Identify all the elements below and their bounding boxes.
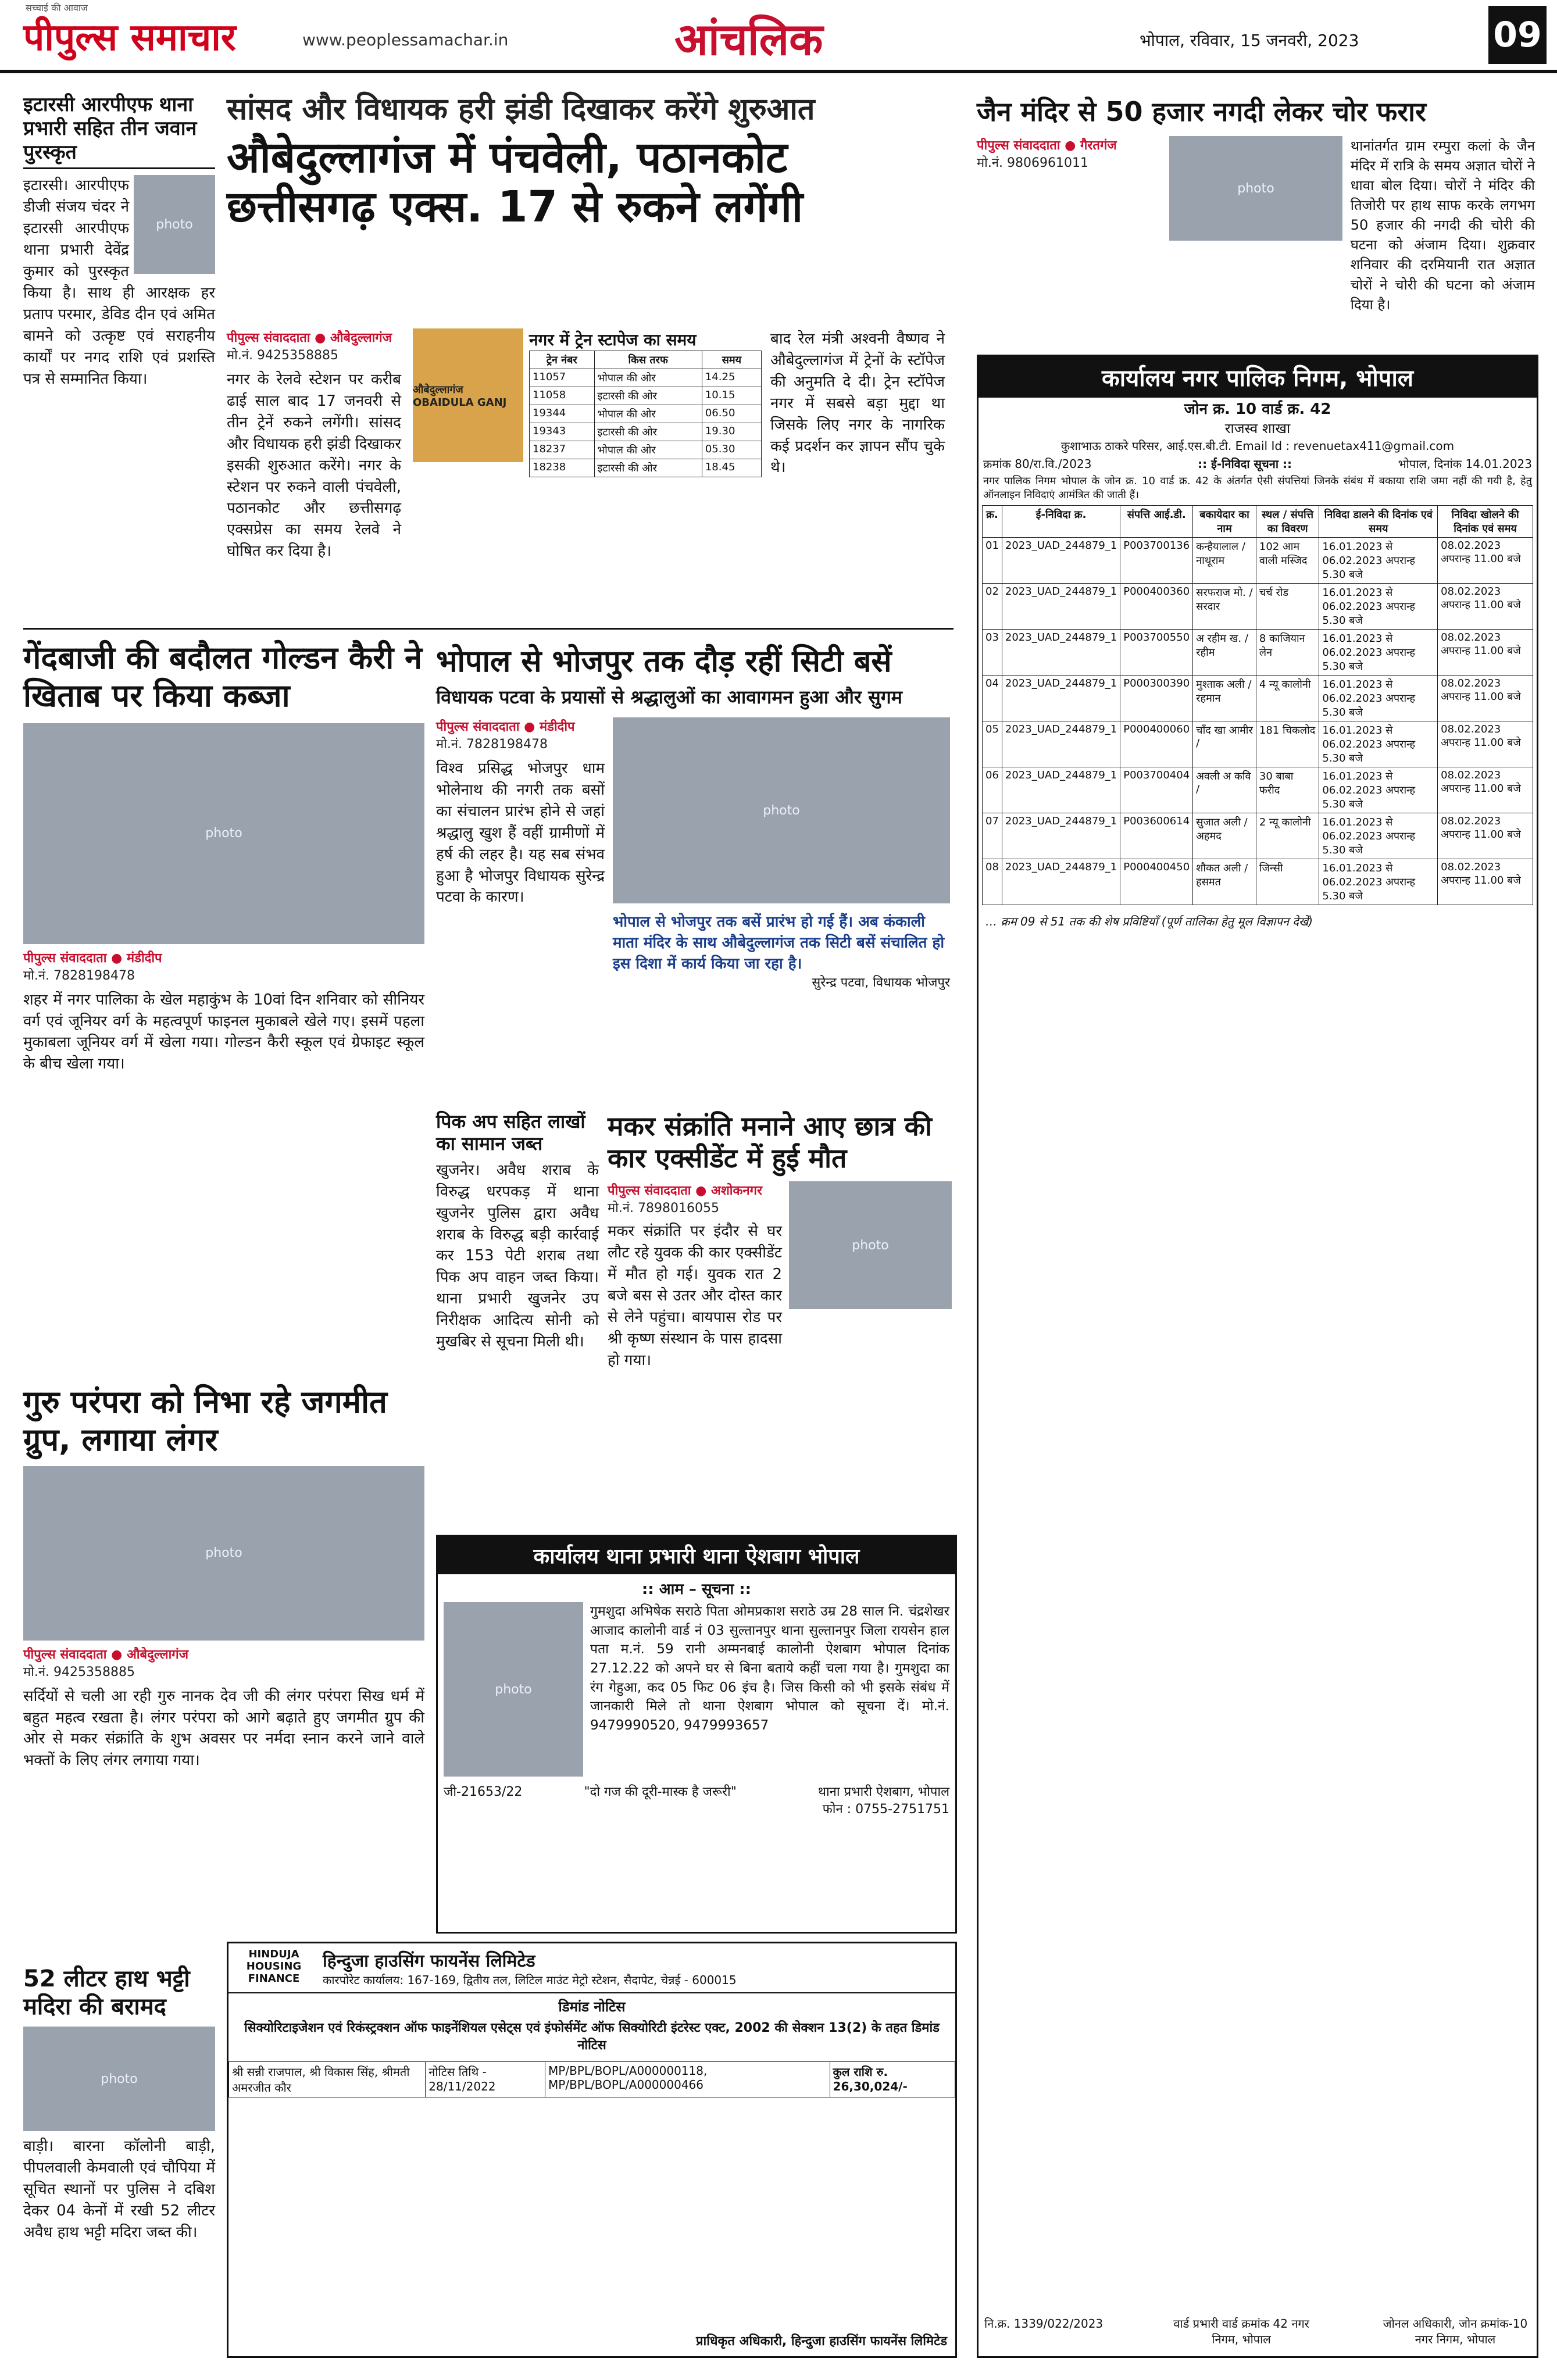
liquor-article <box>436 1110 599 1353</box>
table-cell: अवली अ कवि / <box>1193 767 1256 813</box>
table-cell: 08 <box>983 859 1002 905</box>
table-cell: 2023_UAD_244879_1 <box>1002 584 1120 630</box>
tender-signature: वार्ड प्रभारी वार्ड क्रमांक 42 नगर निगम, भोपाल <box>1173 2317 1309 2346</box>
table-cell: 16.01.2023 से 06.02.2023 अपरान्ह 5.30 बजे <box>1319 538 1438 584</box>
cricket-body: शहर में नगर पालिका के खेल महाकुंभ के 10वां दिन शनिवार को सीनियर वर्ग एवं जूनियर वर्ग के महत्वपूर्ण फाइनल मुकाबले खेले गए। इसमें पहला मुकाबला जूनियर वर्ग में खेला गया। गोल्डन कैरी स्कूल एवं ग्रेफाइट स्कूल के बीच खेला गया। <box>23 991 424 1073</box>
aishbagh-ref: जी-21653/22 <box>444 1785 523 1799</box>
tender-branch: राजस्व शाखा <box>1224 420 1291 437</box>
tender-title: कार्यालय नगर पालिक निगम, भोपाल <box>979 356 1537 398</box>
hinduja-amount: कुल राशि रु. 26,30,024/- <box>830 2062 955 2097</box>
table-cell: 102 आम वाली मस्जिद <box>1256 538 1319 584</box>
table-cell: 18.45 <box>702 459 761 477</box>
table-cell: 05 <box>983 721 1002 767</box>
bus-photo: photo <box>613 717 950 903</box>
accident-byline: पीपुल्स संवाददाता ● अशोकनगर <box>608 1184 762 1199</box>
table-cell: 8 काजियान लेन <box>1256 630 1319 676</box>
table-header: क्र. <box>983 506 1002 538</box>
table-cell: 2023_UAD_244879_1 <box>1002 630 1120 676</box>
tender-continuation: … क्रम 09 से 51 तक की शेष प्रविष्टियाँ (पूर्ण तालिका हेतु मूल विज्ञापन देखें) <box>985 914 1313 928</box>
jain-mobile: मो.नं. 9806961011 <box>977 156 1089 170</box>
table-row <box>983 538 1533 584</box>
jain-article <box>977 93 1535 315</box>
obedullaganj-headline: औबेदुल्लागंज में पंचवेली, पठानकोट छत्तीसगढ़ एक्स. 17 से रुकने लगेंगी <box>227 133 804 233</box>
aishbagh-body: गुमशुदा अभिषेक सराठे पिता ओमप्रकाश सराठे उम्र 28 साल नि. चंद्रशेखर आजाद कालोनी वार्ड नं 03 सुल्तानपुर थाना सुल्तानपुर जिला रायसेन हाल पता म.नं. 59 रानी अम्मनबाई कालोनी ऐशबाग भोपाल दिनांक 27.12.22 को अपने घर से बिना बताये कहीं चला गया है। गुमशुदा का रंग गेहुआ, कद 05 फिट 06 इंच है। जिस किसी को भी इसके संबंध में जानकारी मिले तो थाना ऐशबाग भोपाल को सूचना दें। मो.नं. 9479990520, 9479993657 <box>590 1604 949 1733</box>
table-cell: 19.30 <box>702 423 761 441</box>
train-table-box <box>529 328 762 477</box>
liquor-headline: पिक अप सहित लाखों का सामान जब्त <box>436 1110 585 1155</box>
aishbagh-title: कार्यालय थाना प्रभारी थाना ऐशबाग भोपाल <box>438 1536 955 1574</box>
aishbagh-sign: थाना प्रभारी ऐशबाग, भोपाल <box>817 1785 949 1799</box>
table-cell: इटारसी की ओर <box>594 423 702 441</box>
table-cell: अ रहीम ख. / रहीम <box>1193 630 1256 676</box>
table-cell: 07 <box>983 813 1002 859</box>
table-cell: P000400360 <box>1120 584 1193 630</box>
table-cell: इटारसी की ओर <box>594 387 702 405</box>
jain-byline: पीपुल्स संवाददाता ● गैरतगंज <box>977 138 1117 153</box>
obedullaganj-body-2: बाद रेल मंत्री अश्वनी वैष्णव ने औबेदुल्लागंज में ट्रेनों के स्टॉपेज की अनुमति दे दी। ट्रेन स्टॉपेज नगर में सबसे बड़ा मुद्दा था जिसके लिए नगर के नागरिक कई प्रदर्शन कर ज्ञापन सौंप चुके थे। <box>770 330 945 477</box>
table-cell: 2023_UAD_244879_1 <box>1002 859 1120 905</box>
tender-address: कुशाभाऊ ठाकरे परिसर, आई.एस.बी.टी. Email Id : revenuetax411@gmail.com <box>1060 439 1455 453</box>
bus-byline: पीपुल्स संवाददाता ● मंडीदीप <box>436 720 575 734</box>
table-cell: 16.01.2023 से 06.02.2023 अपरान्ह 5.30 बजे <box>1319 813 1438 859</box>
itarsi-body: इटारसी। आरपीएफ डीजी संजय चंदर ने इटारसी आरपीएफ थाना प्रभारी देवेंद्र कुमार को पुरस्कृत किया है। साथ ही आरक्षक हर प्रताप परमार, डेविड दीन एवं अमित बामने को उत्कृष्ट एवं सराहनीय कार्यों पर नगद राशि एवं प्रशस्ति पत्र से सम्मानित किया। <box>23 177 215 388</box>
table-cell: 03 <box>983 630 1002 676</box>
table-cell: 2023_UAD_244879_1 <box>1002 721 1120 767</box>
accident-photo: photo <box>789 1181 952 1309</box>
cricket-article <box>23 639 424 1075</box>
liquor-raid-headline: 52 लीटर हाथ भट्टी मदिरा की बरामद <box>23 1966 190 2020</box>
table-cell: 08.02.2023 अपरान्ह 11.00 बजे <box>1438 584 1533 630</box>
itarsi-article <box>23 93 215 389</box>
table-cell: 16.01.2023 से 06.02.2023 अपरान्ह 5.30 बजे <box>1319 584 1438 630</box>
tender-footer-ref: नि.क्र. 1339/022/2023 <box>984 2317 1104 2331</box>
missing-person-photo: photo <box>444 1602 583 1777</box>
table-cell: 18237 <box>530 441 595 459</box>
table-cell: 08.02.2023 अपरान्ह 11.00 बजे <box>1438 767 1533 813</box>
table-row <box>530 423 762 441</box>
table-cell: इटारसी की ओर <box>594 459 702 477</box>
langar-byline: पीपुल्स संवाददाता ● औबेदुल्लागंज <box>23 1647 189 1662</box>
table-row <box>983 859 1533 905</box>
table-cell: 11058 <box>530 387 595 405</box>
bus-body: विश्व प्रसिद्ध भोजपुर धाम भोलेनाथ की नगरी तक बसों का संचालन प्रारंभ होने से जहां श्रद्धालु खुश हैं वहीं ग्रामीणों में हर्ष की लहर है। यह सब संभव हुआ है भोजपुर विधायक सुरेन्द्र पटवा के कारण। <box>436 760 605 906</box>
hinduja-company: हिन्दुजा हाउसिंग फायनेंस लिमिटेड <box>323 1951 535 1971</box>
hinduja-office: कारपोरेट कार्यालय: 167-169, द्वितीय तल, लिटिल माउंट मेट्रो स्टेशन, सैदापेट, चेन्नई - 600015 <box>323 1973 737 1987</box>
table-cell: 19343 <box>530 423 595 441</box>
hinduja-notice-text: सिक्योरिटाइजेशन एवं रिकंस्ट्रक्शन ऑफ फाइनेंशियल एसेट्स एवं इंफोर्समेंट ऑफ सिक्योरिटी इंटरेस्ट एक्ट, 2002 की सेक्शन 13(2) के तहत डिमांड नोटिस <box>244 2021 940 2053</box>
table-header: निविदा खोलने की दिनांक एवं समय <box>1438 506 1533 538</box>
temple-photo: photo <box>1169 136 1342 241</box>
tender-signature-2: जोनल अधिकारी, जोन क्रमांक-10 नगर निगम, भोपाल <box>1383 2317 1528 2346</box>
table-cell: 19344 <box>530 405 595 423</box>
aishbagh-phone: फोन : 0755-2751751 <box>822 1802 949 1817</box>
divider <box>23 628 954 630</box>
table-cell: शौकत अली / हसमत <box>1193 859 1256 905</box>
table-cell: 02 <box>983 584 1002 630</box>
hinduja-demand-date: नोटिस तिथि - 28/11/2022 <box>426 2062 545 2097</box>
table-cell: 08.02.2023 अपरान्ह 11.00 बजे <box>1438 630 1533 676</box>
table-row <box>530 369 762 387</box>
dateline: भोपाल, रविवार, 15 जनवरी, 2023 <box>1140 31 1359 50</box>
table-cell: 16.01.2023 से 06.02.2023 अपरान्ह 5.30 बजे <box>1319 721 1438 767</box>
langar-body: सर्दियों से चली आ रही गुरु नानक देव जी की लंगर परंपरा सिख धर्म में बहुत महत्व रखता है। लंगर परंपरा को आगे बढ़ाते हुए जगमीत ग्रुप की ओर से मकर संक्रांति के शुभ अवसर पर नर्मदा स्नान करने जाने वाले भक्तों के लिए लंगर लगाया गया। <box>23 1687 424 1770</box>
liquor-raid-article <box>23 1965 215 2243</box>
table-header: निविदा डालने की दिनांक एवं समय <box>1319 506 1438 538</box>
obedullaganj-col3 <box>770 328 945 478</box>
bus-kicker: विधायक पटवा के प्रयासों से श्रद्धालुओं का आवागमन हुआ और सुगम <box>436 686 902 708</box>
liquor-raid-body: बाड़ी। बारना कॉलोनी बाड़ी, पीपलवाली केमवाली एवं चौपिया में सूचित स्थानों पर पुलिस ने दबिश देकर 04 केनों में रखी 52 लीटर अवैध हाथ भट्टी मदिरा जब्त की। <box>23 2138 215 2241</box>
table-cell: 2023_UAD_244879_1 <box>1002 538 1120 584</box>
cricket-byline: पीपुल्स संवाददाता ● मंडीदीप <box>23 950 162 966</box>
table-cell: 04 <box>983 676 1002 721</box>
table-cell: चाँद खा आमीर / <box>1193 721 1256 767</box>
section-title: आंचलिक <box>674 13 823 65</box>
brand-logo: पीपुल्स समाचार <box>23 16 236 59</box>
table-cell: चर्च रोड <box>1256 584 1319 630</box>
table-cell: 4 न्यू कालोनी <box>1256 676 1319 721</box>
table-cell: 08.02.2023 अपरान्ह 11.00 बजे <box>1438 676 1533 721</box>
accident-body: मकर संक्रांति पर इंदौर से घर लौट रहे युवक की कार एक्सीडेंट में मौत हो गई। युवक रात 2 बजे बस से उतर और दोस्त कार से लेने पहुंचा। बायपास रोड पर श्री कृष्ण संस्थान के पास हादसा हो गया। <box>608 1223 782 1369</box>
obedullaganj-kicker: सांसद और विधायक हरी झंडी दिखाकर करेंगे शुरुआत <box>227 92 815 127</box>
table-cell: सुजात अली / अहमद <box>1193 813 1256 859</box>
itarsi-headline: इटारसी आरपीएफ थाना प्रभारी सहित तीन जवान पुरस्कृत <box>23 93 215 169</box>
obedullaganj-col1 <box>227 328 401 562</box>
hinduja-logo: HINDUJA HOUSING FINANCE <box>246 1948 302 1985</box>
cricket-headline: गेंदबाजी की बदौलत गोल्डन कैरी ने खिताब पर किया कब्जा <box>23 639 423 714</box>
table-cell: 08.02.2023 अपरान्ह 11.00 बजे <box>1438 859 1533 905</box>
langar-headline: गुरु परंपरा को निभा रहे जगमीत ग्रुप, लगाया लंगर <box>23 1384 387 1458</box>
table-row <box>530 405 762 423</box>
cricket-mobile: मो.नं. 7828198478 <box>23 968 135 983</box>
table-cell: P003700550 <box>1120 630 1193 676</box>
table-row <box>983 721 1533 767</box>
bus-quote-by: सुरेन्द्र पटवा, विधायक भोजपुर <box>812 975 950 990</box>
hinduja-loan: MP/BPL/BOPL/A000000118, MP/BPL/BOPL/A000000466 <box>545 2062 830 2097</box>
jain-body: थानांतर्गत ग्राम रम्पुरा कलां के जैन मंदिर में रात्रि के समय अज्ञात चोरों ने धावा बोल दिया। चोरों ने मंदिर की तिजोरी पर हाथ साफ करके लगभग 50 हजार की नगदी की चोरी की घटना को अंजाम दिया। शुक्रवार शनिवार की दरमियानी रात अज्ञात चोरों ने चोरी की घटना को अंजाम दिया है। <box>1350 138 1535 313</box>
table-cell: 01 <box>983 538 1002 584</box>
table-cell: 08.02.2023 अपरान्ह 11.00 बजे <box>1438 538 1533 584</box>
obedullaganj-article <box>227 87 942 232</box>
table-cell: 18238 <box>530 459 595 477</box>
table-header: ई-निविदा क्र. <box>1002 506 1120 538</box>
table-cell: P003700404 <box>1120 767 1193 813</box>
liquor-body: खुजनेर। अवैध शराब के विरुद्ध धरपकड़ में थाना खुजनेर पुलिस द्वारा अवैध शराब के विरुद्ध बड़ी कार्रवाई कर 153 पेटी शराब तथा पिक अप वाहन जब्त किया। थाना प्रभारी खुजनेर उप निरीक्षक आदित्य सोनी को मुखबिर से सूचना मिली थी। <box>436 1161 599 1351</box>
table-cell: 11057 <box>530 369 595 387</box>
cricket-photo: photo <box>23 723 424 944</box>
mobile-number: मो.नं. 9425358885 <box>227 348 339 363</box>
tender-notice <box>977 355 1538 2358</box>
jain-headline: जैन मंदिर से 50 हजार नगदी लेकर चोर फरार <box>977 96 1426 127</box>
table-cell: सरफराज मो. / सरदार <box>1193 584 1256 630</box>
hinduja-footer: प्राधिकृत अधिकारी, हिन्दुजा हाउसिंग फायनेंस लिमिटेड <box>696 2334 947 2349</box>
tender-table <box>982 505 1533 905</box>
table-cell: 30 बाबा फरीद <box>1256 767 1319 813</box>
table-row <box>530 441 762 459</box>
tender-intro: नगर पालिक निगम भोपाल के जोन क्र. 10 वार्ड क्र. 42 के अंतर्गत ऐसी संपत्तियां जिनके संबंध में बकाया राशि जमा नहीं की गयी है, हेतु ऑनलाइन निविदाएं आमंत्रित की जाती हैं। <box>983 475 1532 501</box>
table-header: किस तरफ <box>594 351 702 369</box>
aishbagh-tagline: "दो गज की दूरी-मास्क है जरूरी" <box>584 1785 737 1799</box>
train-table <box>529 351 762 477</box>
table-cell: 08.02.2023 अपरान्ह 11.00 बजे <box>1438 721 1533 767</box>
table-cell: P003600614 <box>1120 813 1193 859</box>
table-cell: भोपाल की ओर <box>594 441 702 459</box>
accident-article <box>608 1110 954 1371</box>
tagline: सच्चाई की आवाज <box>26 2 88 13</box>
table-row <box>983 630 1533 676</box>
table-cell: 10.15 <box>702 387 761 405</box>
table-header: समय <box>702 351 761 369</box>
table-cell: जिन्सी <box>1256 859 1319 905</box>
bus-article <box>436 639 954 991</box>
table-cell: भोपाल की ओर <box>594 405 702 423</box>
obedullaganj-body: नगर के रेलवे स्टेशन पर करीब ढाई साल बाद 17 जनवरी से तीन ट्रेनें रुकने लगेंगी। सांसद और विधायक हरी झंडी दिखाकर इसकी शुरुआत करेंगे। नगर के स्टेशन पर रुकने वाली पंचवेली, पठानकोट और छत्तीसगढ़ एक्सप्रेस का समय रेलवे ने घोषित कर दिया है। <box>227 371 401 560</box>
table-row <box>983 584 1533 630</box>
tender-date: भोपाल, दिनांक 14.01.2023 <box>1398 457 1532 471</box>
table-cell: P000300390 <box>1120 676 1193 721</box>
table-cell: 05.30 <box>702 441 761 459</box>
table-cell: 16.01.2023 से 06.02.2023 अपरान्ह 5.30 बजे <box>1319 630 1438 676</box>
table-cell: 16.01.2023 से 06.02.2023 अपरान्ह 5.30 बजे <box>1319 767 1438 813</box>
table-cell: 16.01.2023 से 06.02.2023 अपरान्ह 5.30 बजे <box>1319 859 1438 905</box>
table-cell: 08.02.2023 अपरान्ह 11.00 बजे <box>1438 813 1533 859</box>
langar-article <box>23 1384 424 1771</box>
table-row <box>530 387 762 405</box>
table-cell: 2023_UAD_244879_1 <box>1002 676 1120 721</box>
table-cell: 14.25 <box>702 369 761 387</box>
table-cell: 2023_UAD_244879_1 <box>1002 813 1120 859</box>
hinduja-borrower: श्री सन्नी राजपाल, श्री विकास सिंह, श्रीमती अमरजीत कौर <box>229 2062 426 2097</box>
bus-mobile: मो.नं. 7828198478 <box>436 737 548 752</box>
tender-zone: जोन क्र. 10 वार्ड क्र. 42 <box>1184 401 1331 418</box>
hinduja-table <box>228 2061 955 2097</box>
table-header: स्थल / संपत्ति का विवरण <box>1256 506 1319 538</box>
table-cell: 16.01.2023 से 06.02.2023 अपरान्ह 5.30 बजे <box>1319 676 1438 721</box>
bus-quote: भोपाल से भोजपुर तक बसें प्रारंभ हो गई हैं। अब कंकाली माता मंदिर के साथ औबेदुल्लागंज तक सिटी बसें संचालित हो इस दिशा में कार्य किया जा रहा है। <box>613 913 945 973</box>
table-row <box>530 459 762 477</box>
table-cell: P000400060 <box>1120 721 1193 767</box>
table-cell: भोपाल की ओर <box>594 369 702 387</box>
table-cell: P003700136 <box>1120 538 1193 584</box>
tender-notice-label: :: ई-निविदा सूचना :: <box>1198 457 1292 471</box>
table-cell: 181 चिकलोद <box>1256 721 1319 767</box>
accident-mobile: मो.नं. 7898016055 <box>608 1201 720 1216</box>
table-cell: 06.50 <box>702 405 761 423</box>
tender-ref: क्रमांक 80/रा.वि./2023 <box>983 457 1092 471</box>
aishbagh-label: :: आम – सूचना :: <box>641 1581 752 1598</box>
website-url[interactable]: www.peoplessamachar.in <box>302 30 509 49</box>
table-header: संपत्ति आई.डी. <box>1120 506 1193 538</box>
liquor-raid-photo: photo <box>23 2027 215 2131</box>
aishbagh-notice <box>436 1535 957 1934</box>
table-header: ट्रेन नंबर <box>530 351 595 369</box>
table-row <box>983 676 1533 721</box>
langar-photo: photo <box>23 1466 424 1641</box>
table-cell: 06 <box>983 767 1002 813</box>
langar-mobile: मो.नं. 9425358885 <box>23 1664 135 1679</box>
table-cell: मुश्ताक अली / रहमान <box>1193 676 1256 721</box>
accident-headline: मकर संक्रांति मनाने आए छात्र की कार एक्सीडेंट में हुई मौत <box>608 1110 932 1174</box>
officer-photo: photo <box>134 175 215 274</box>
table-row <box>983 767 1533 813</box>
hinduja-notice <box>227 1942 957 2358</box>
table-cell: कन्हैयालाल / नाथूराम <box>1193 538 1256 584</box>
station-photo: औबेदुल्लागंज OBAIDULA GANJ <box>413 328 523 462</box>
byline: पीपुल्स संवाददाता ● औबेदुल्लागंज <box>227 331 392 345</box>
train-table-title: नगर में ट्रेन स्टापेज का समय <box>529 330 697 349</box>
bus-headline: भोपाल से भोजपुर तक दौड़ रहीं सिटी बसें <box>436 644 892 679</box>
table-cell: P000400450 <box>1120 859 1193 905</box>
hinduja-notice-title: डिमांड नोटिस <box>558 1999 626 2015</box>
table-row <box>983 813 1533 859</box>
table-header: बकायेदार का नाम <box>1193 506 1256 538</box>
table-cell: 2 न्यू कालोनी <box>1256 813 1319 859</box>
table-cell: 2023_UAD_244879_1 <box>1002 767 1120 813</box>
page-number: 09 <box>1488 6 1547 64</box>
